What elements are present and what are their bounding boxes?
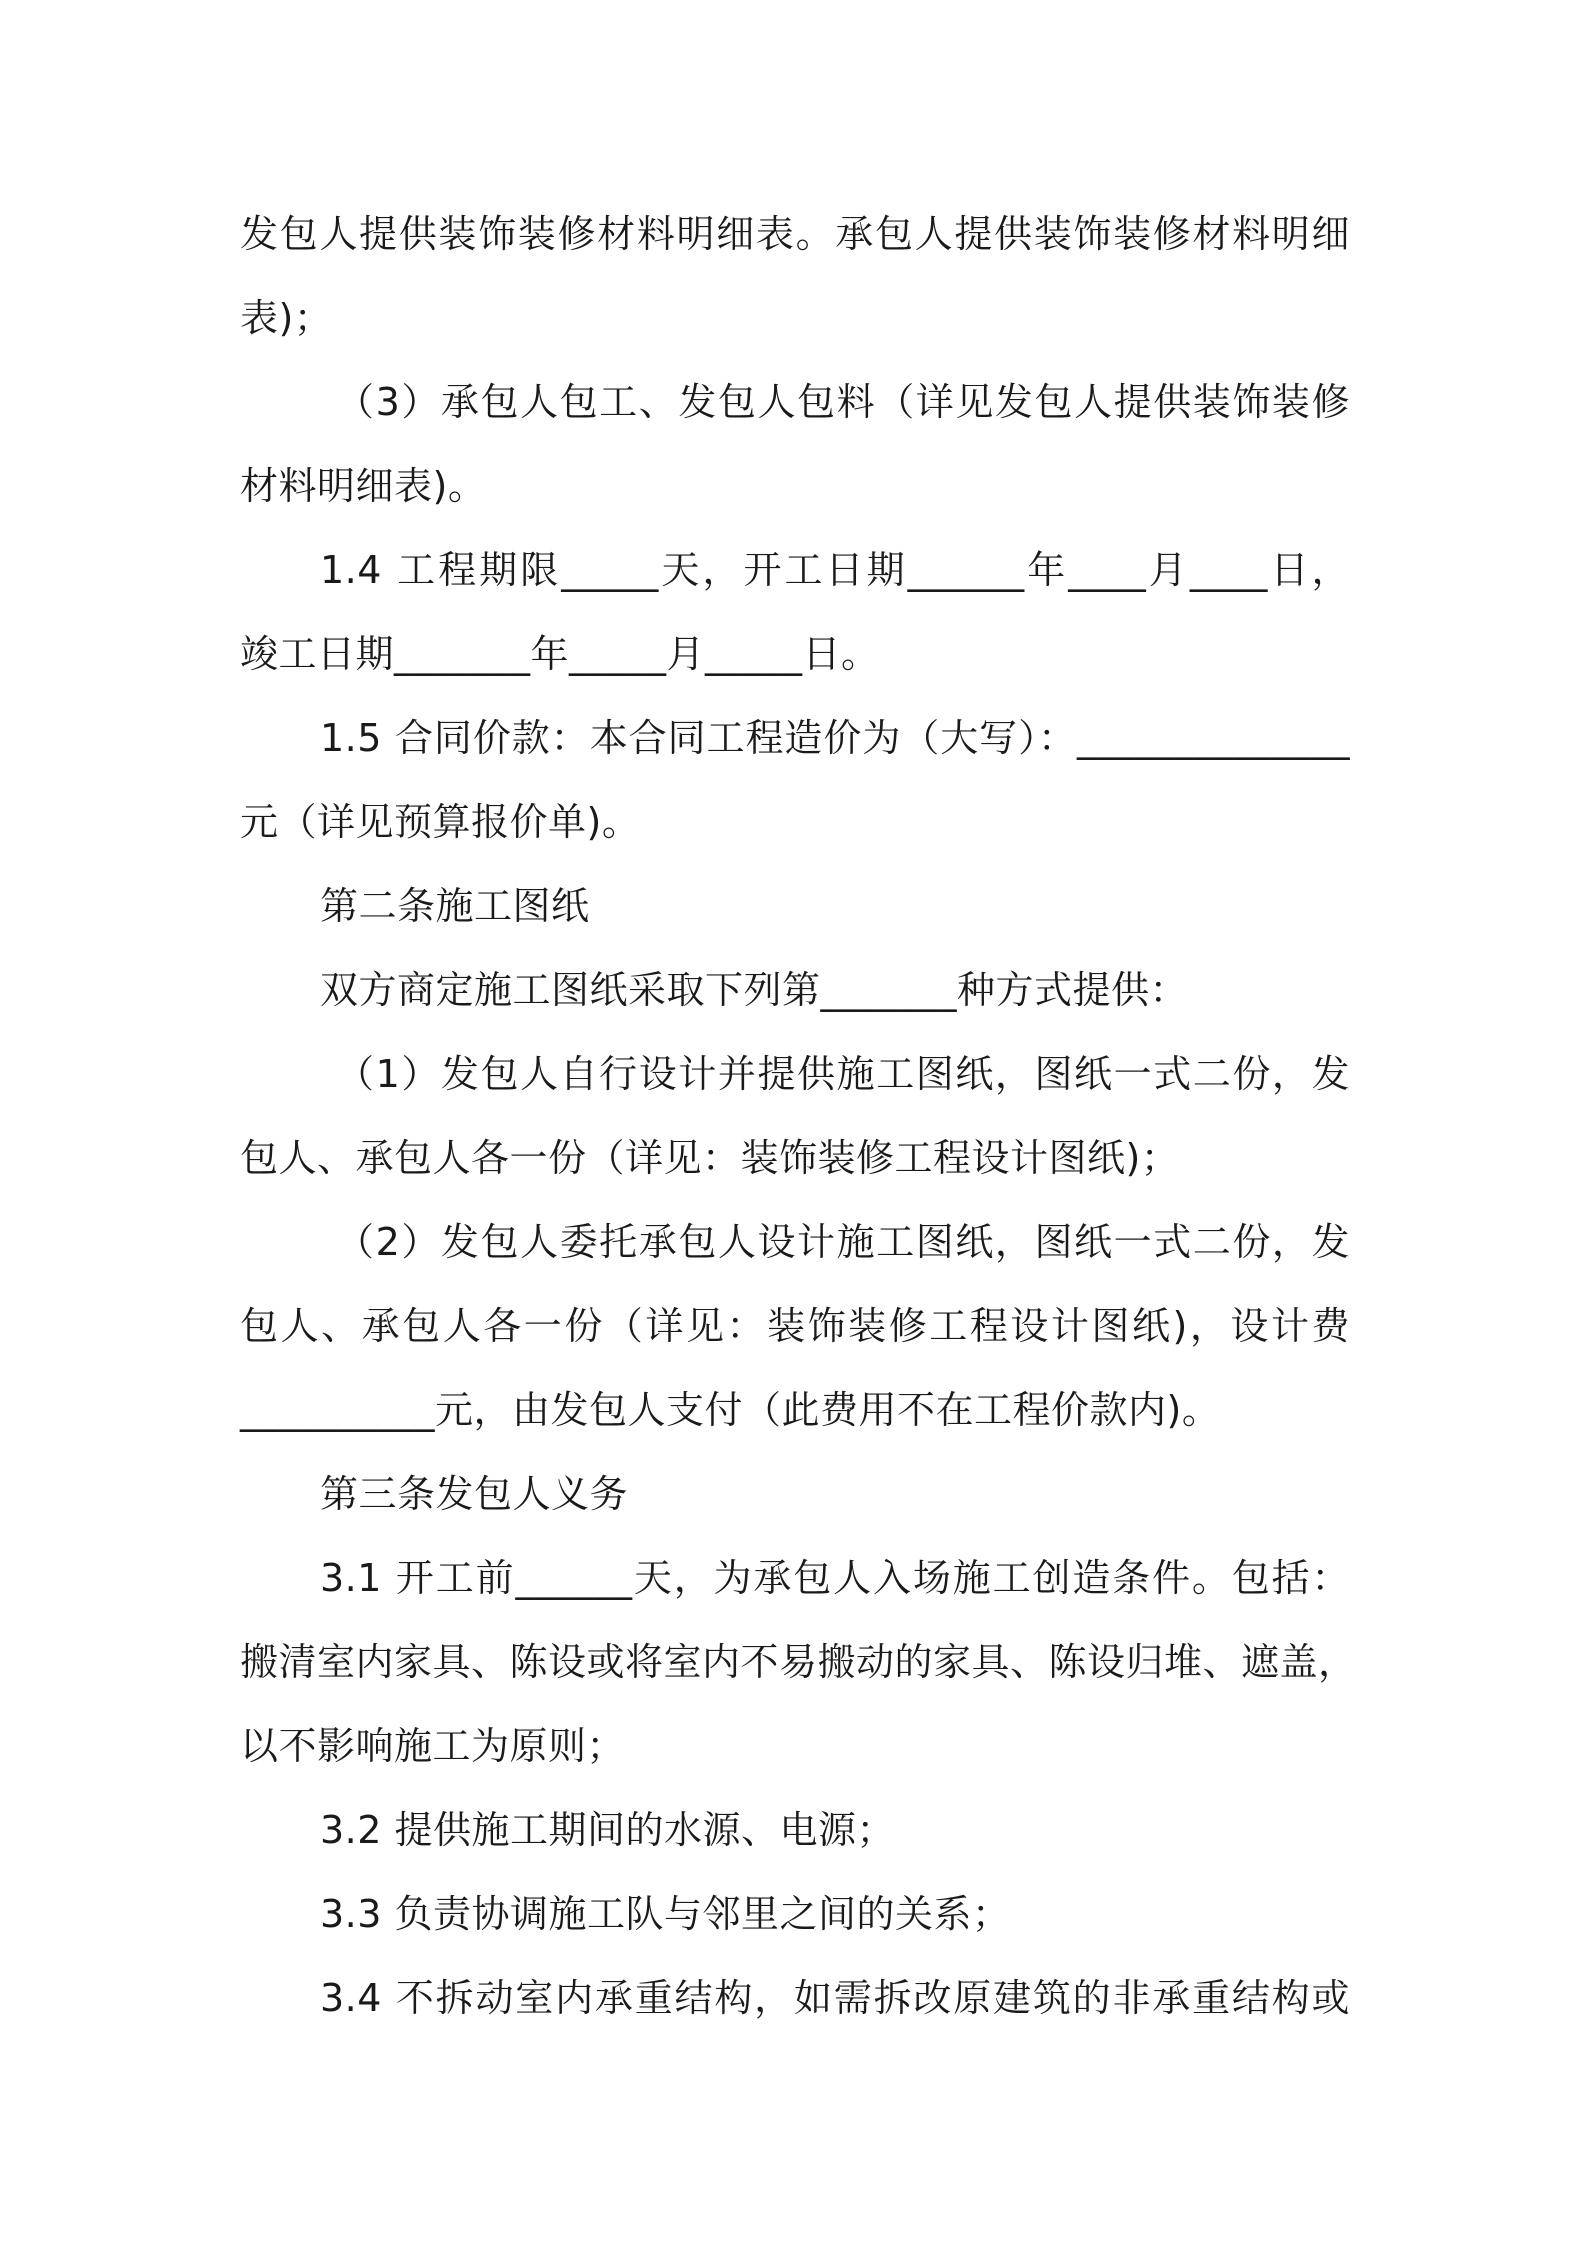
clause-3-1-line-3: 以不影响施工为原则；	[240, 1724, 626, 1768]
text-line-1: 发包人提供装饰装修材料明细表。承包人提供装饰装修材料明细	[240, 212, 1350, 256]
article-2-heading: 第二条施工图纸	[320, 884, 590, 928]
clause-1-4-line-2: 竣工日期_______年_____月_____日。	[240, 632, 880, 676]
option-1-line-2: 包人、承包人各一份（详见：装饰装修工程设计图纸)；	[240, 1136, 1180, 1180]
option-1-line-1: （1）发包人自行设计并提供施工图纸，图纸一式二份，发	[336, 1052, 1350, 1096]
clause-3-3: 3.3 负责协调施工队与邻里之间的关系；	[320, 1892, 1011, 1936]
clause-1-5-line-1: 1.5 合同价款：本合同工程造价为（大写）：______________	[320, 716, 1350, 760]
text-line-4: 材料明细表)。	[240, 464, 487, 508]
text-line-2: 表)；	[240, 296, 333, 340]
clause-1-4-line-1: 1.4 工程期限_____天，开工日期______年____月____日，	[320, 548, 1350, 592]
clause-3-2: 3.2 提供施工期间的水源、电源；	[320, 1808, 896, 1852]
document-body	[240, 192, 1357, 2040]
clause-3-1-line-1: 3.1 开工前______天，为承包人入场施工创造条件。包括：	[320, 1556, 1350, 1600]
option-2-line-3: __________元，由发包人支付（此费用不在工程价款内)。	[240, 1388, 1221, 1432]
text-line-3: （3）承包人包工、发包人包料（详见发包人提供装饰装修	[336, 380, 1350, 424]
option-2-line-2: 包人、承包人各一份（详见：装饰装修工程设计图纸)，设计费	[240, 1304, 1350, 1348]
article-3-heading: 第三条发包人义务	[320, 1472, 629, 1516]
clause-1-5-line-2: 元（详见预算报价单)。	[240, 800, 641, 844]
option-2-line-1: （2）发包人委托承包人设计施工图纸，图纸一式二份，发	[336, 1220, 1350, 1264]
clause-3-4-line-1: 3.4 不拆动室内承重结构，如需拆改原建筑的非承重结构或	[320, 1976, 1350, 2020]
article-2-intro: 双方商定施工图纸采取下列第_______种方式提供：	[320, 968, 1189, 1012]
clause-3-1-line-2: 搬清室内家具、陈设或将室内不易搬动的家具、陈设归堆、遮盖，	[240, 1640, 1357, 1684]
